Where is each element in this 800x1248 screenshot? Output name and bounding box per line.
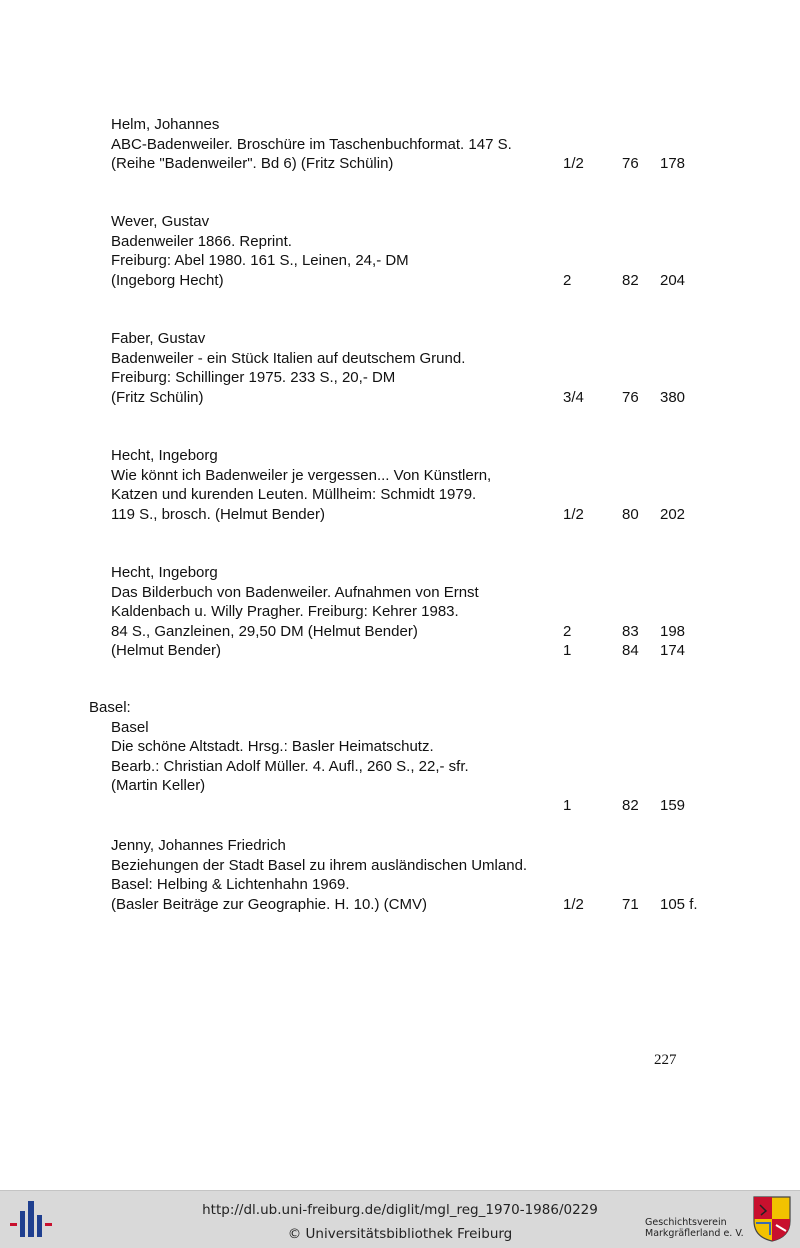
entry-line: (Helmut Bender) (111, 642, 222, 659)
ref-jahrgang: 82 (622, 271, 639, 289)
ref-seite: 174 (660, 642, 686, 659)
footer-url-link[interactable]: http://dl.ub.uni-freiburg.de/diglit/mgl_reg_1970-1986/0229 (202, 1202, 598, 1218)
footer-copyright: © Universitätsbibliothek Freiburg (287, 1226, 513, 1242)
ref-heft: 1 (563, 796, 572, 814)
entry-line: Basel: Helbing & Lichtenhahn 1969. (111, 876, 350, 893)
page-number: 227 (654, 1052, 677, 1068)
entry-author: Faber, Gustav (111, 330, 206, 347)
entry-author: Hecht, Ingeborg (111, 564, 218, 581)
entry-line: Die schöne Altstadt. Hrsg.: Basler Heimatschutz. (111, 738, 434, 755)
ref-jahrgang: 80 (622, 505, 639, 523)
entry-line: Bearb.: Christian Adolf Müller. 4. Aufl., 260 S., 22,- sfr. (111, 757, 469, 775)
ref-heft: 1/2 (563, 895, 584, 913)
entry-author: Hecht, Ingeborg (111, 447, 218, 464)
ref-seite: 380 (660, 388, 686, 406)
ref-seite: 159 (660, 796, 686, 814)
society-name-line2: Markgräflerland e. V. (645, 1228, 744, 1239)
entry-line: Kaldenbach u. Willy Pragher. Freiburg: Kehrer 1983. (111, 603, 459, 620)
entry-line: (Martin Keller) (111, 777, 206, 794)
footer-bar (0, 1190, 800, 1248)
ref-heft: 1 (563, 642, 572, 659)
society-name-line1: Geschichtsverein (645, 1217, 727, 1228)
entry-line: (Fritz Schülin) (111, 388, 204, 406)
entry-line: (Reihe "Badenweiler". Bd 6) (Fritz Schülin) (111, 155, 394, 172)
entry-line: ABC-Badenweiler. Broschüre im Taschenbuchformat. 147 S. (111, 135, 512, 153)
ref-jahrgang: 82 (622, 796, 639, 814)
ref-heft: 1/2 (563, 155, 584, 172)
entry-line: Wie könnt ich Badenweiler je vergessen... Von Künstlern, (111, 466, 492, 484)
ref-seite: 178 (660, 155, 686, 172)
entry-line: Beziehungen der Stadt Basel zu ihrem ausländischen Umland. (111, 856, 528, 874)
entry-author: Basel (111, 718, 149, 736)
ref-heft: 2 (563, 622, 572, 640)
ref-seite: 202 (660, 505, 686, 523)
ref-seite: 204 (660, 271, 686, 289)
ref-jahrgang: 71 (622, 895, 639, 913)
ref-jahrgang: 76 (622, 155, 639, 172)
entry-line: (Ingeborg Hecht) (111, 271, 224, 289)
ref-heft: 1/2 (563, 505, 584, 523)
entry-line: 119 S., brosch. (Helmut Bender) (111, 505, 325, 523)
entry-author: Wever, Gustav (111, 213, 210, 230)
entry-author: Helm, Johannes (111, 116, 220, 133)
ref-seite: 105 f. (660, 895, 698, 913)
ref-jahrgang: 84 (622, 642, 639, 659)
society-crest-icon (752, 1195, 792, 1243)
entry-line: Das Bilderbuch von Badenweiler. Aufnahmen von Ernst (111, 583, 479, 601)
entry-line: Freiburg: Abel 1980. 161 S., Leinen, 24,- DM (111, 252, 409, 269)
entry-line: Badenweiler 1866. Reprint. (111, 232, 292, 250)
society-name (645, 1217, 744, 1239)
ref-jahrgang: 83 (622, 622, 639, 640)
section-heading: Basel: (89, 699, 131, 716)
ref-heft: 3/4 (563, 388, 584, 406)
entry-line: Badenweiler - ein Stück Italien auf deutschem Grund. (111, 349, 466, 367)
entry-line: Freiburg: Schillinger 1975. 233 S., 20,- DM (111, 369, 396, 386)
ref-heft: 2 (563, 271, 572, 289)
entry-author: Jenny, Johannes Friedrich (111, 837, 286, 854)
entry-line: (Basler Beiträge zur Geographie. H. 10.) (CMV) (111, 895, 427, 913)
ref-seite: 198 (660, 622, 686, 640)
entry-line: Katzen und kurenden Leuten. Müllheim: Schmidt 1979. (111, 486, 477, 503)
ref-jahrgang: 76 (622, 388, 639, 406)
entry-line: 84 S., Ganzleinen, 29,50 DM (Helmut Bender) (111, 622, 418, 640)
